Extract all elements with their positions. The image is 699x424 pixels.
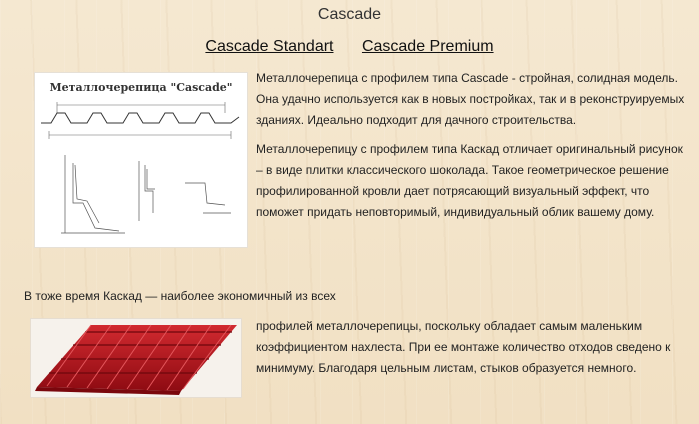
roof-sheet-image (30, 318, 242, 398)
profile-drawing (34, 72, 248, 248)
tab-cascade-premium[interactable]: Cascade Premium (361, 38, 494, 55)
page-title: Cascade (317, 6, 382, 23)
description-paragraph-1: Металлочерепица с профилем типа Cascade - стройная, солидная модель. Она удачно используется как в новых постройках, так и в реконструируемых зданиях. Идеально подходит для дачного строительства. (256, 71, 685, 127)
tab-cascade-standart[interactable]: Cascade Standart (205, 38, 334, 55)
description-paragraph-2: Металлочерепицу с профилем типа Каскад отличает оригинальный рисунок – в виде плитки классического шоколада. Такое геометрическое решение профилированной кровли дает потрясающий визуальный эффект, что поможет придать неповторимый, индивидуальный облик вашему дому. (256, 142, 683, 219)
description-paragraph-3: В тоже время Каскад — наиболее экономичный из всех (24, 289, 336, 303)
roof-sheet-svg (31, 319, 241, 397)
tab-bar (0, 38, 699, 56)
description-paragraph-4: профилей металлочерепицы, поскольку обладает самым маленьким коэффициентом нахлеста. При ее монтаже количество отходов сведено к минимуму. Благодаря цельным листам, стыков образуется немного. (256, 319, 671, 375)
drawing-title: Металлочерепица "Cascade" (49, 81, 233, 94)
profile-drawing-svg (35, 73, 247, 247)
